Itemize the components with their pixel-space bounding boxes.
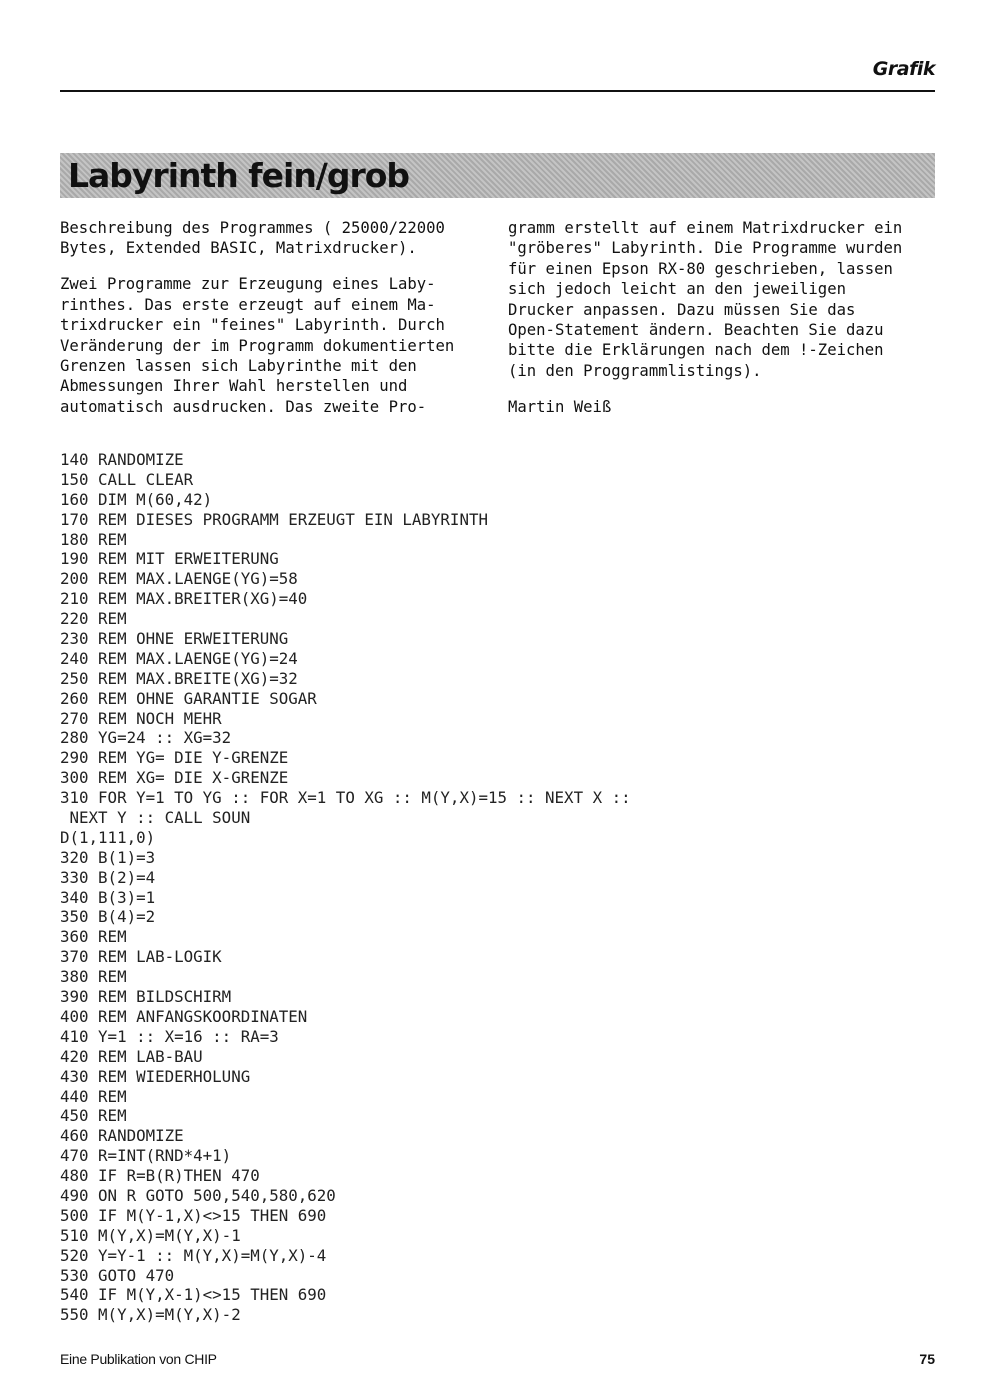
intro-text-line: trixdrucker ein "feines" Labyrinth. Durch (60, 316, 445, 335)
code-line: 550 M(Y,X)=M(Y,X)-2 (60, 1305, 241, 1325)
intro-text-line: Drucker anpassen. Dazu müssen Sie das (508, 300, 856, 319)
code-line: 240 REM MAX.LAENGE(YG)=24 (60, 648, 298, 668)
intro-left-column (60, 218, 482, 417)
code-line: 350 B(4)=2 (60, 907, 156, 927)
code-line: 500 IF M(Y-1,X)<>15 THEN 690 (60, 1205, 327, 1225)
intro-text-line: Open-Statement ändern. Beachten Sie dazu (508, 321, 884, 340)
intro-text-line: Abmessungen Ihrer Wahl herstellen und (60, 377, 408, 396)
code-line: 440 REM (60, 1086, 127, 1106)
code-line: 270 REM NOCH MEHR (60, 708, 222, 728)
code-line: 280 YG=24 :: XG=32 (60, 728, 232, 748)
code-line: 370 REM LAB-LOGIK (60, 947, 222, 967)
code-line: 290 REM YG= DIE Y-GRENZE (60, 748, 289, 768)
code-line: 170 REM DIESES PROGRAMM ERZEUGT EIN LABYRINTH (60, 509, 488, 529)
intro-text-line (60, 259, 482, 275)
intro-text-line: "gröberes" Labyrinth. Die Programme wurden (508, 239, 903, 258)
code-line: 340 B(3)=1 (60, 887, 156, 907)
code-line: 330 B(2)=4 (60, 867, 156, 887)
code-line: 410 Y=1 :: X=16 :: RA=3 (60, 1026, 279, 1046)
code-line: 260 REM OHNE GARANTIE SOGAR (60, 688, 317, 708)
intro-text-line: (in den Proggrammlistings). (508, 361, 762, 380)
page-number: 75 (919, 1351, 935, 1367)
intro-text-line (508, 381, 930, 397)
code-line: NEXT Y :: CALL SOUN (60, 808, 251, 828)
code-line: D(1,111,0) (60, 827, 156, 847)
intro-text-line: für einen Epson RX-80 geschrieben, lassen (508, 259, 893, 278)
intro-text-line: Veränderung der im Programm dokumentierten (60, 336, 455, 355)
code-line: 180 REM (60, 529, 127, 549)
code-line: 460 RANDOMIZE (60, 1126, 184, 1146)
code-line: 420 REM LAB-BAU (60, 1046, 203, 1066)
code-line: 430 REM WIEDERHOLUNG (60, 1066, 251, 1086)
title-bar (60, 153, 935, 198)
program-listing (60, 450, 631, 1325)
code-line: 150 CALL CLEAR (60, 469, 194, 489)
article-title: Labyrinth fein/grob (68, 156, 410, 195)
code-line: 520 Y=Y-1 :: M(Y,X)=M(Y,X)-4 (60, 1245, 327, 1265)
code-line: 320 B(1)=3 (60, 847, 156, 867)
intro-text-line: gramm erstellt auf einem Matrixdrucker ein (508, 219, 903, 237)
intro-text-line: Bytes, Extended BASIC, Matrixdrucker). (60, 239, 417, 258)
code-line: 220 REM (60, 609, 127, 629)
intro-text-line: sich jedoch leicht an den jeweiligen (508, 280, 846, 299)
code-line: 360 REM (60, 927, 127, 947)
intro-text-line: bitte die Erklärungen nach dem !-Zeichen (508, 341, 884, 360)
code-line: 530 GOTO 470 (60, 1265, 175, 1285)
code-line: 190 REM MIT ERWEITERUNG (60, 549, 279, 569)
intro-text-line: Grenzen lassen sich Labyrinthe mit den (60, 357, 417, 376)
intro-text-line: Martin Weiß (508, 397, 612, 416)
footer-publication: Eine Publikation von CHIP (60, 1351, 217, 1367)
intro-text-line: Beschreibung des Programmes ( 25000/22000 (60, 219, 445, 237)
code-line: 230 REM OHNE ERWEITERUNG (60, 629, 289, 649)
code-line: 390 REM BILDSCHIRM (60, 987, 232, 1007)
intro-text-line: rinthes. Das erste erzeugt auf einem Ma- (60, 295, 436, 314)
intro-right-column (508, 218, 930, 417)
code-line: 480 IF R=B(R)THEN 470 (60, 1166, 260, 1186)
code-line: 300 REM XG= DIE X-GRENZE (60, 768, 289, 788)
code-line: 540 IF M(Y,X-1)<>15 THEN 690 (60, 1285, 327, 1305)
intro-text-line: Zwei Programme zur Erzeugung eines Laby- (60, 275, 436, 294)
header-rule (60, 90, 935, 92)
code-line: 450 REM (60, 1106, 127, 1126)
code-line: 490 ON R GOTO 500,540,580,620 (60, 1185, 336, 1205)
code-line: 310 FOR Y=1 TO YG :: FOR X=1 TO XG :: M(Y,X)=15 :: NEXT X :: (60, 788, 631, 808)
code-line: 510 M(Y,X)=M(Y,X)-1 (60, 1225, 241, 1245)
code-line: 140 RANDOMIZE (60, 450, 184, 469)
code-line: 380 REM (60, 967, 127, 987)
code-line: 250 REM MAX.BREITE(XG)=32 (60, 668, 298, 688)
code-line: 400 REM ANFANGSKOORDINATEN (60, 1006, 308, 1026)
code-line: 160 DIM M(60,42) (60, 489, 213, 509)
code-line: 470 R=INT(RND*4+1) (60, 1146, 232, 1166)
intro-text-line: automatisch ausdrucken. Das zweite Pro- (60, 397, 427, 416)
code-line: 200 REM MAX.LAENGE(YG)=58 (60, 569, 298, 589)
section-label: Grafik (872, 58, 935, 80)
code-line: 210 REM MAX.BREITER(XG)=40 (60, 589, 308, 609)
